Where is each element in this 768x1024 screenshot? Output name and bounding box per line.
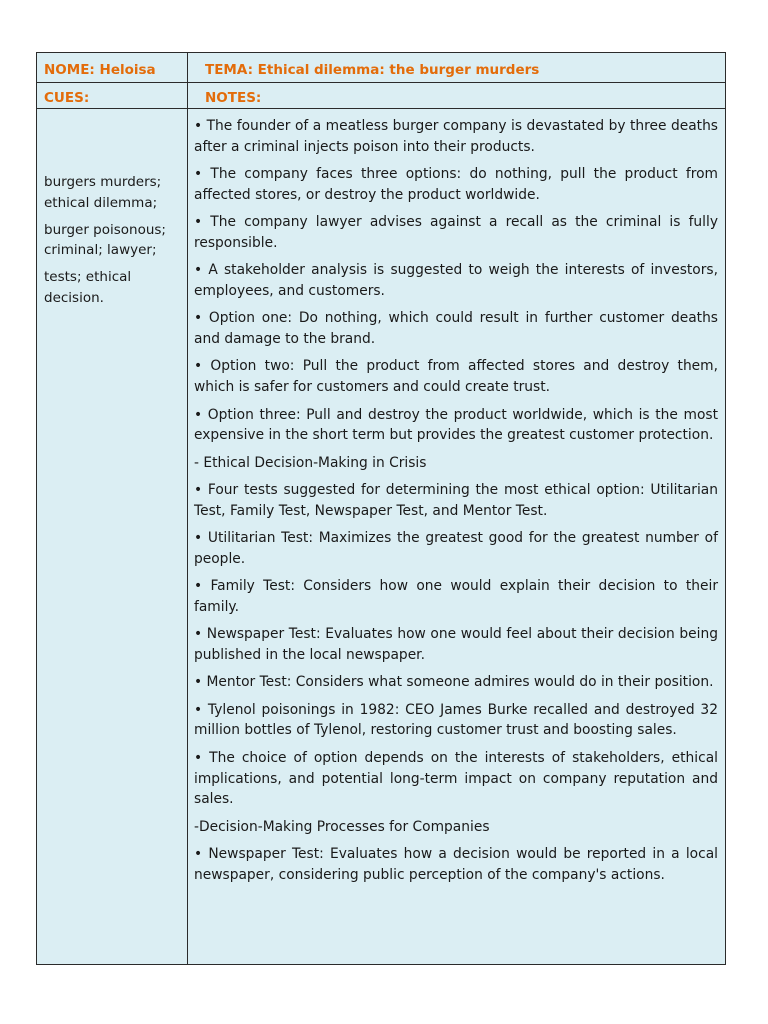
note-item: • Four tests suggested for determining the most ethical option: Utilitarian Test, Family Test, Newspaper Test, and Mentor Test. — [194, 481, 718, 519]
note-item: • A stakeholder analysis is suggested to weigh the interests of investors, employees, and customers. — [194, 262, 718, 300]
note-section-heading: - Ethical Decision-Making in Crisis — [194, 454, 427, 471]
cue-item: burgers murders; ethical dilemma; — [44, 174, 162, 211]
notes-column — [194, 116, 718, 892]
cues-column — [44, 172, 182, 315]
notes-heading: NOTES: — [205, 90, 262, 106]
note-item: • Mentor Test: Considers what someone admires would do in their position. — [194, 674, 714, 691]
note-item: • Family Test: Considers how one would explain their decision to their family. — [194, 578, 718, 615]
note-item: • Newspaper Test: Evaluates how one would feel about their decision being published in the local newspaper. — [194, 626, 718, 664]
column-divider — [187, 53, 188, 964]
note-item: • Option one: Do nothing, which could result in further customer deaths and damage to the brand. — [194, 310, 718, 348]
note-item: • The founder of a meatless burger company is devastated by three deaths after a criminal injects poison into their products. — [194, 118, 718, 155]
note-item: • The company lawyer advises against a recall as the criminal is fully responsible. — [194, 214, 718, 251]
note-item: • The company faces three options: do nothing, pull the product from affected stores, or destroy the product worldwide. — [194, 166, 718, 203]
note-item: • Utilitarian Test: Maximizes the greatest good for the greatest number of people. — [194, 530, 718, 567]
cornell-notes-table — [36, 52, 726, 965]
note-item: • The choice of option depends on the interests of stakeholders, ethical implications, and potential long-term impact on company reputation and sales. — [194, 749, 718, 808]
cues-heading: CUES: — [44, 90, 90, 106]
cue-item: tests; ethical decision. — [44, 269, 132, 306]
note-item: • Tylenol poisonings in 1982: CEO James Burke recalled and destroyed 32 million bottles of Tylenol, restoring customer trust and boosting sales. — [194, 701, 718, 739]
note-item: • Newspaper Test: Evaluates how a decision would be reported in a local newspaper, considering public perception of the company's actions. — [194, 845, 718, 883]
note-section-heading: -Decision-Making Processes for Companies — [194, 818, 490, 835]
cue-item: burger poisonous; criminal; lawyer; — [44, 221, 166, 259]
label-row — [37, 83, 725, 109]
note-item: • Option two: Pull the product from affected stores and destroy them, which is safer for customers and could create trust. — [194, 358, 718, 396]
student-name: NOME: Heloisa — [44, 62, 156, 78]
topic-title: TEMA: Ethical dilemma: the burger murders — [205, 62, 540, 78]
note-item: • Option three: Pull and destroy the product worldwide, which is the most expensive in the short term but provides the greatest customer protection. — [194, 406, 718, 444]
